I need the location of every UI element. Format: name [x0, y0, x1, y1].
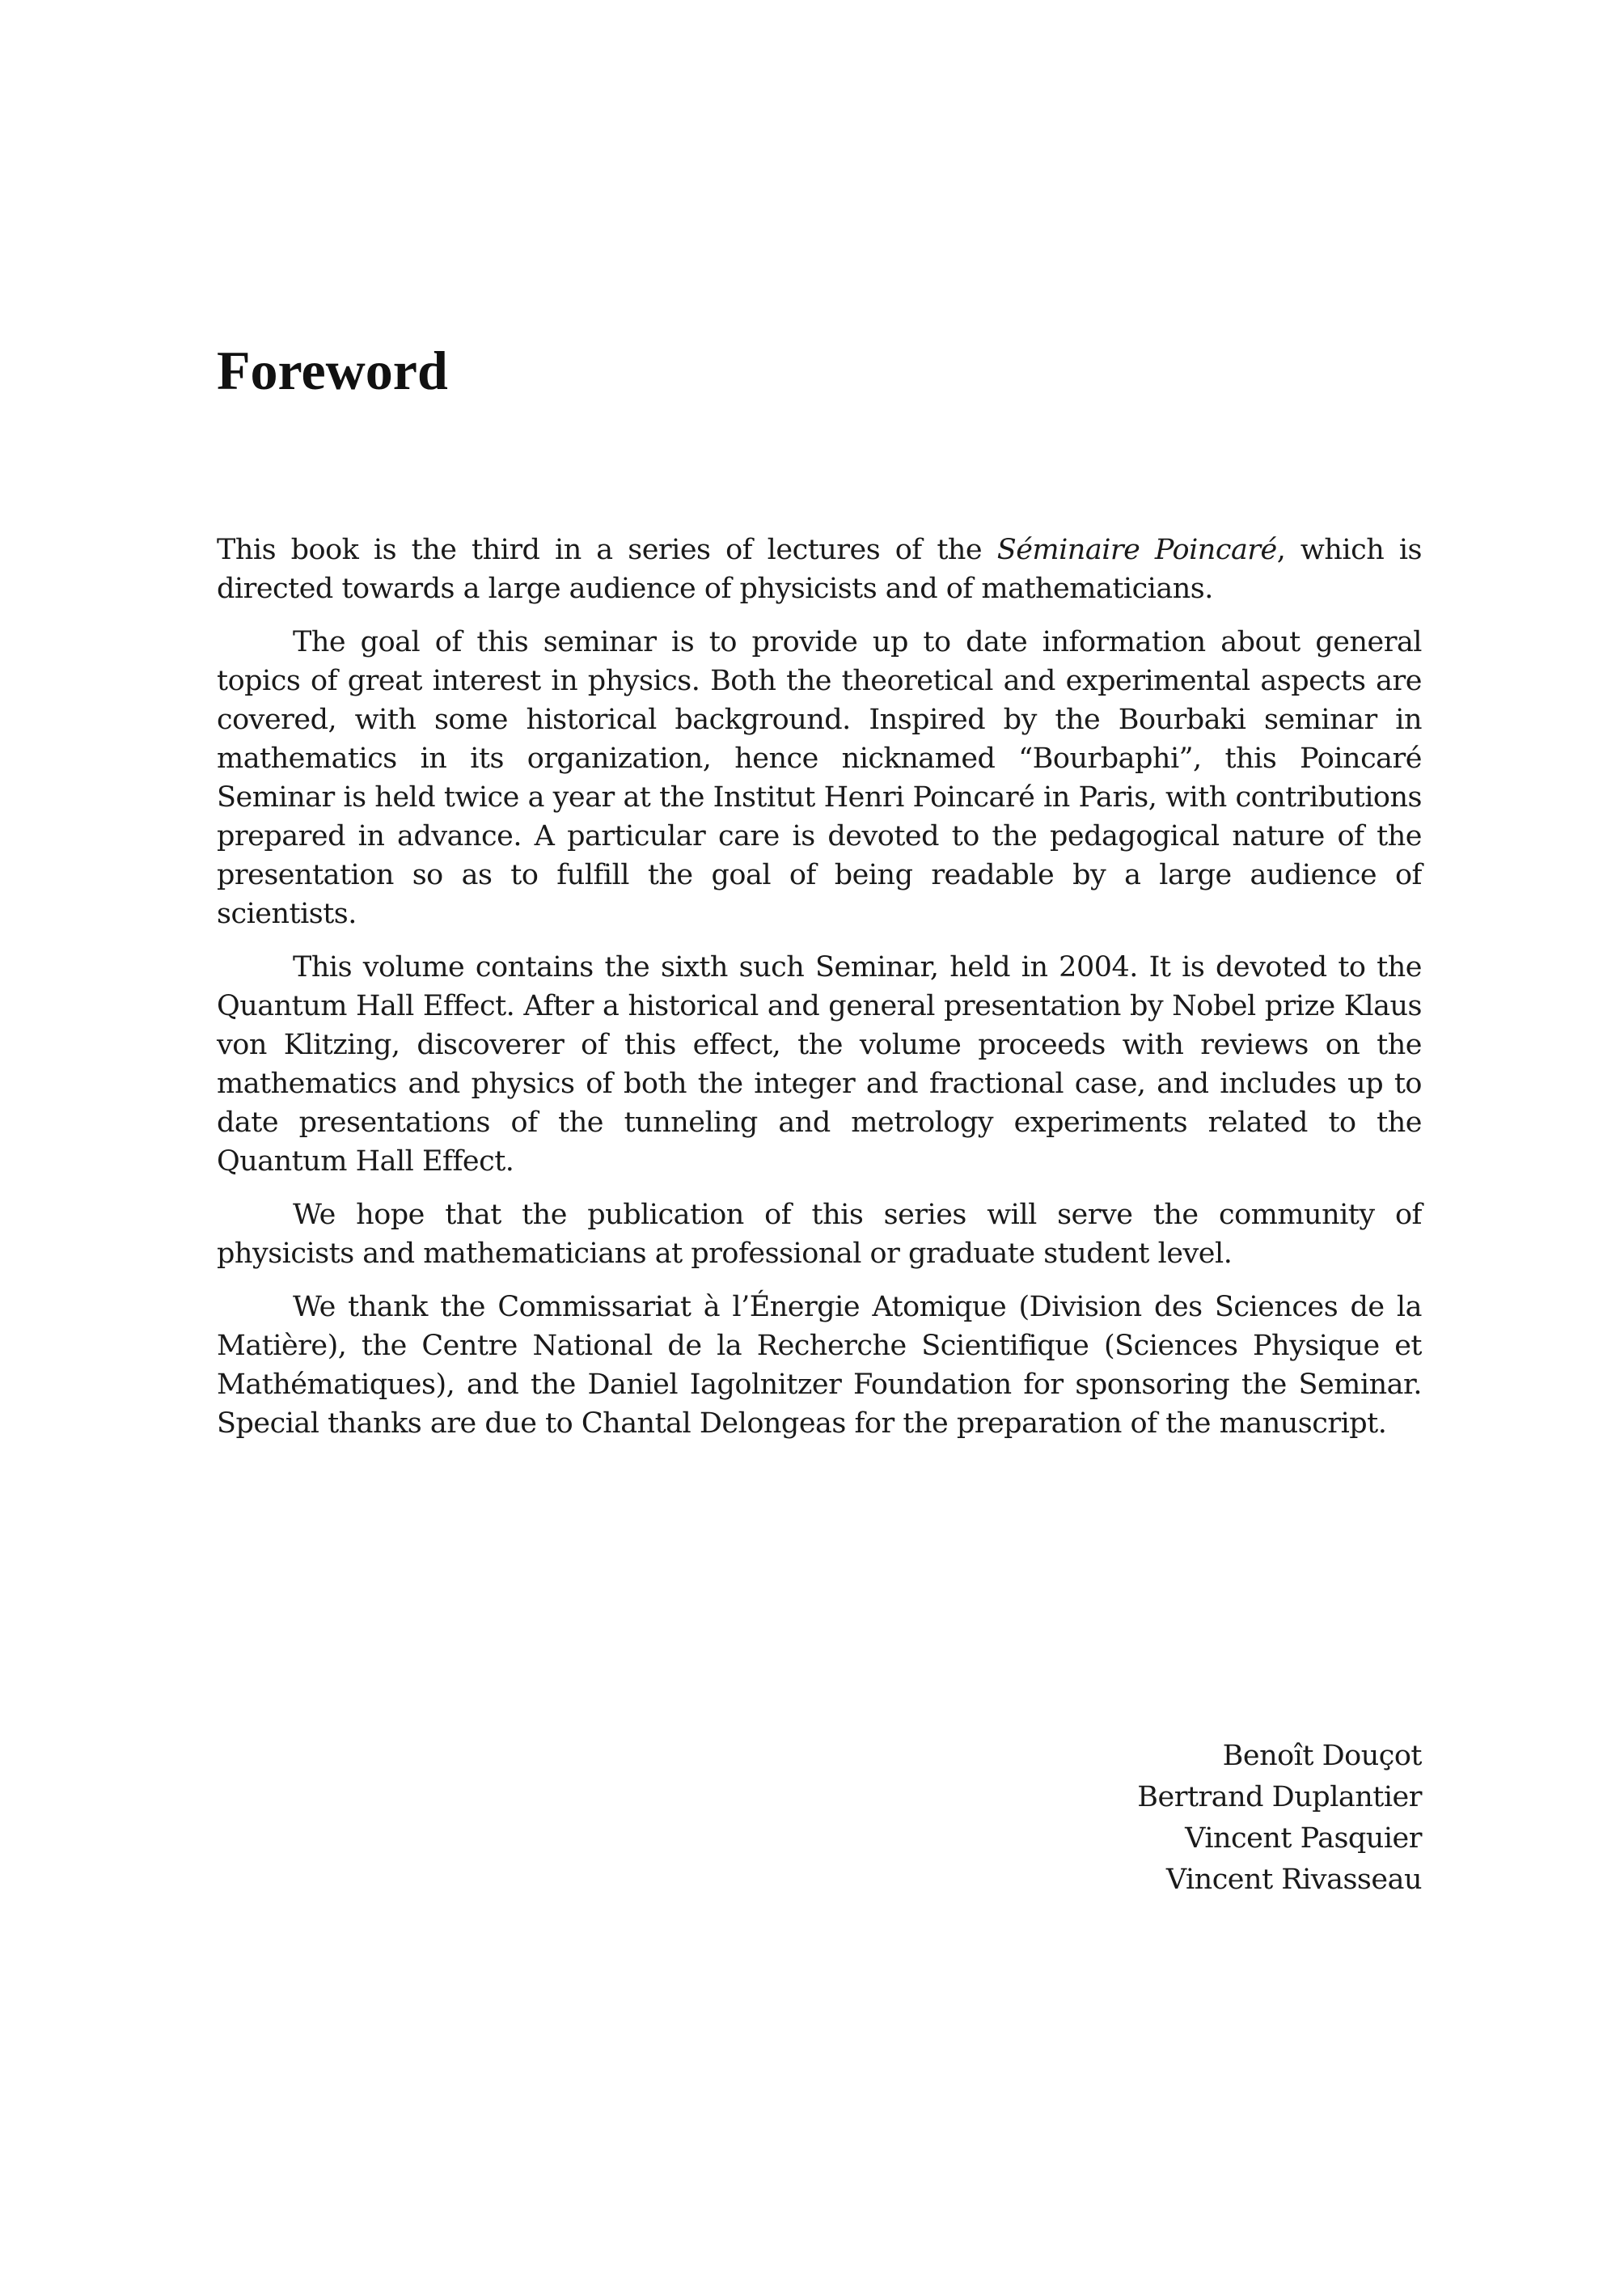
paragraph-volume: This volume contains the sixth such Seminar, held in 2004. It is devoted to the Quantum Hall Effect. After a historical and general presentation by Nobel prize Klaus von Klitzing, discoverer of this effect, the volume proceeds with reviews on the mathematics and physics of both the integer and fractional case, and includes up to date presentations of the tunneling and metrology experiments related to the Quantum Hall Effect. [217, 951, 1422, 1178]
paragraph-intro-before: This book is the third in a series of lectures of the [217, 534, 997, 566]
paragraph-intro-after: , which is directed towards a large audience of physicists and of mathematicians. [217, 534, 1422, 605]
paragraph-hope: We hope that the publication of this series will serve the community of physicists and mathematicians at professional or graduate student level. [217, 1199, 1422, 1270]
signature-name: Bertrand Duplantier [1137, 1781, 1422, 1813]
foreword-body [217, 531, 1422, 1457]
paragraph-goal: The goal of this seminar is to provide up to date information about general topics of great interest in physics. Both the theoretical and experimental aspects are covered, with some historical background. Inspired by the Bourbaki seminar in mathematics in its organization, hence nicknamed “Bourbaphi”, this Poincaré Seminar is held twice a year at the Institut Henri Poincaré in Paris, with contributions prepared in advance. A particular care is devoted to the pedagogical nature of the presentation so as to fulfill the goal of being readable by a large audience of scientists. [217, 626, 1422, 930]
page-title: Foreword [217, 340, 448, 401]
signature-name: Vincent Rivasseau [1165, 1864, 1422, 1896]
signature-name: Vincent Pasquier [1185, 1822, 1422, 1855]
seminar-name-emphasis: Séminaire Poincaré [996, 534, 1277, 566]
signature-name: Benoît Douçot [1222, 1740, 1422, 1772]
signature-block [1137, 1736, 1422, 1901]
paragraph-thanks: We thank the Commissariat à l’Énergie Atomique (Division des Sciences de la Matière), the Centre National de la Recherche Scientifique (Sciences Physique et Mathématiques), and the Daniel Iagolnitzer Foundation for sponsoring the Seminar. Special thanks are due to Chantal Delongeas for the preparation of the manuscript. [217, 1291, 1422, 1440]
paragraph-intro [217, 531, 1422, 608]
